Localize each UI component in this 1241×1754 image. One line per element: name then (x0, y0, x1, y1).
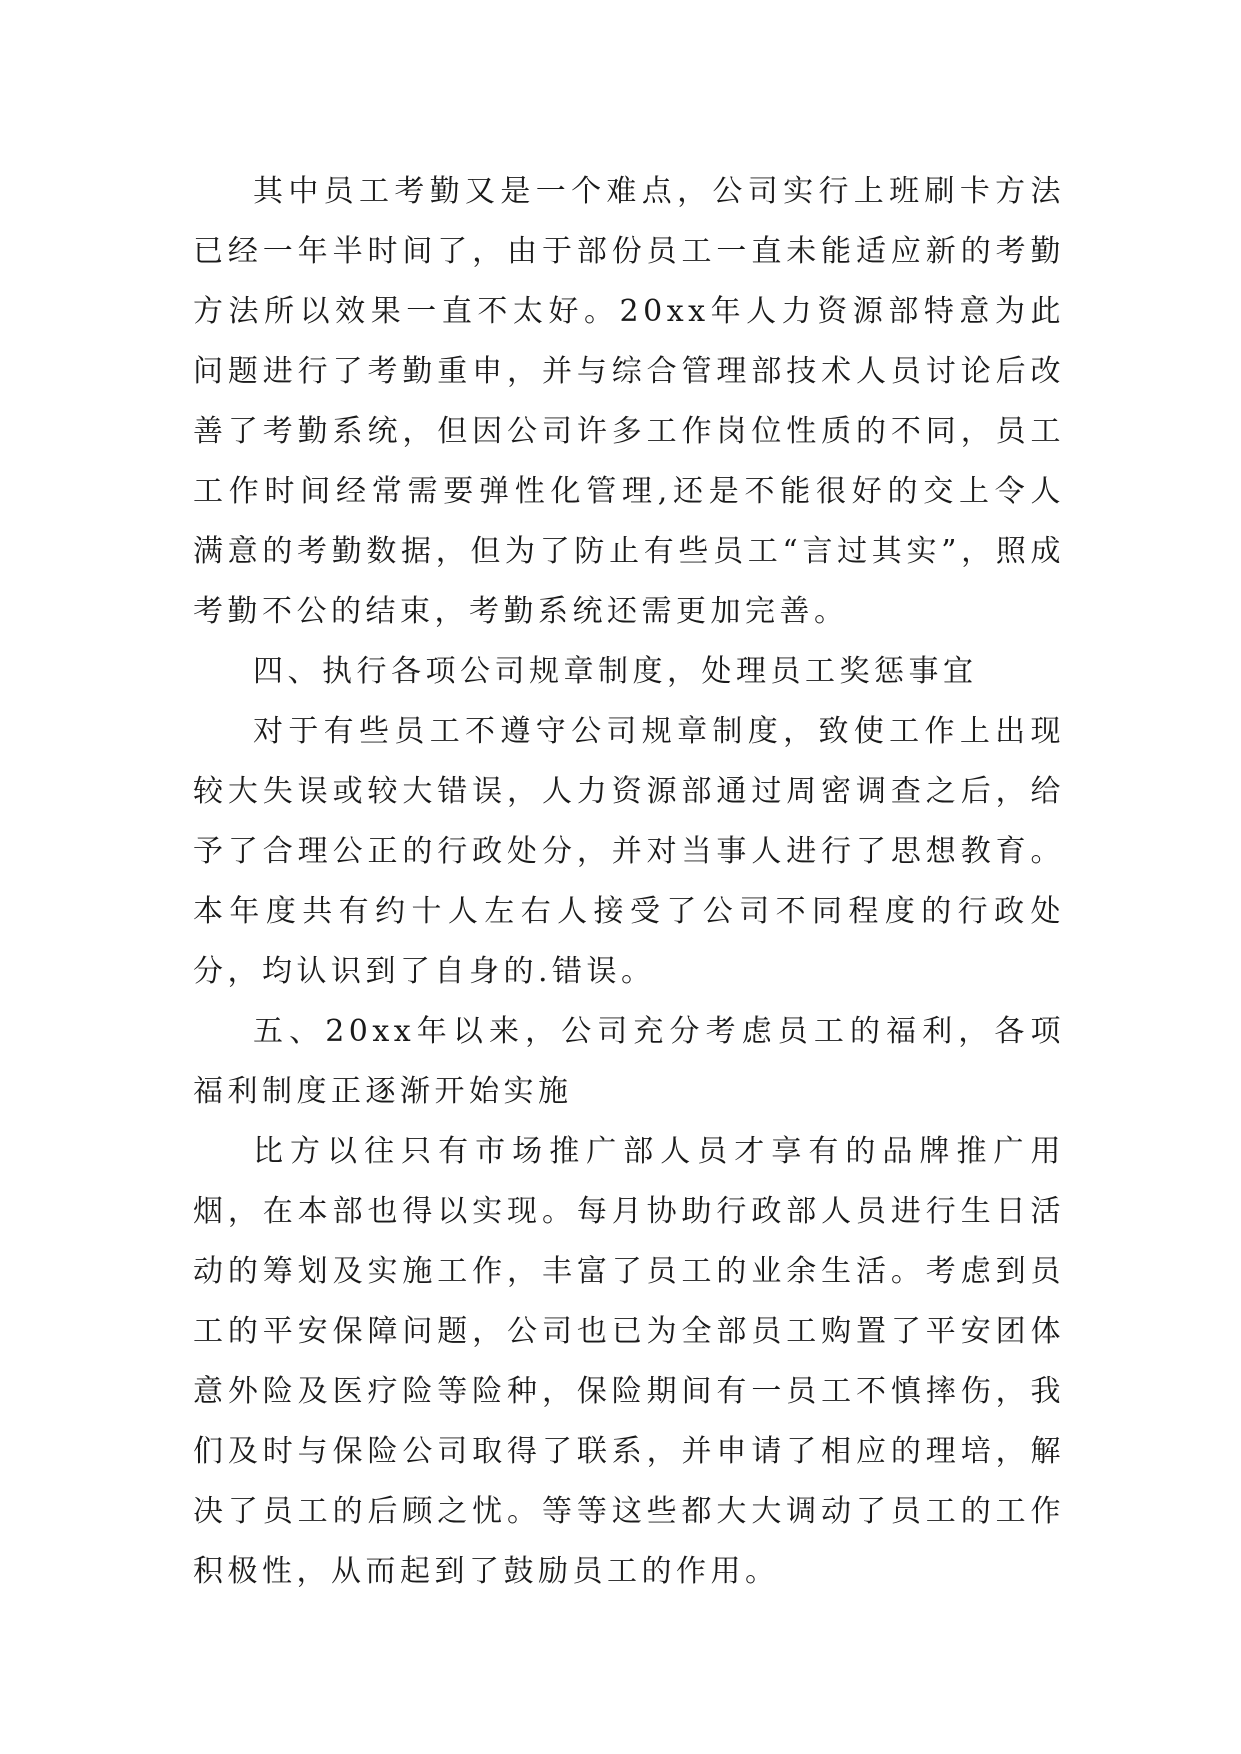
paragraph-attendance: 其中员工考勤又是一个难点，公司实行上班刷卡方法已经一年半时间了，由于部份员工一直未能适应新的考勤方法所以效果一直不太好。20xx年人力资源部特意为此问题进行了考勤重申，并与综合管理部技术人员讨论后改善了考勤系统，但因公司许多工作岗位性质的不同，员工工作时间经常需要弹性化管理,还是不能很好的交上令人满意的考勤数据，但为了防止有些员工“言过其实”，照成考勤不公的结束，考勤系统还需更加完善。 (193, 174, 1065, 629)
section-heading-regulations: 四、执行各项公司规章制度，处理员工奖惩事宜 (253, 654, 978, 689)
document-body (193, 162, 1065, 1602)
section-heading-welfare: 五、20xx年以来，公司充分考虑员工的福利，各项福利制度正逐渐开始实施 (193, 1014, 1065, 1109)
paragraph-discipline: 对于有些员工不遵守公司规章制度，致使工作上出现较大失误或较大错误，人力资源部通过周密调查之后，给予了合理公正的行政处分，并对当事人进行了思想教育。本年度共有约十人左右人接受了公司不同程度的行政处分，均认识到了自身的.错误。 (193, 714, 1065, 989)
paragraph-welfare: 比方以往只有市场推广部人员才享有的品牌推广用烟，在本部也得以实现。每月协助行政部人员进行生日活动的筹划及实施工作，丰富了员工的业余生活。考虑到员工的平安保障问题，公司也已为全部员工购置了平安团体意外险及医疗险等险种，保险期间有一员工不慎摔伤，我们及时与保险公司取得了联系，并申请了相应的理培，解决了员工的后顾之忧。等等这些都大大调动了员工的工作积极性，从而起到了鼓励员工的作用。 (193, 1134, 1065, 1589)
